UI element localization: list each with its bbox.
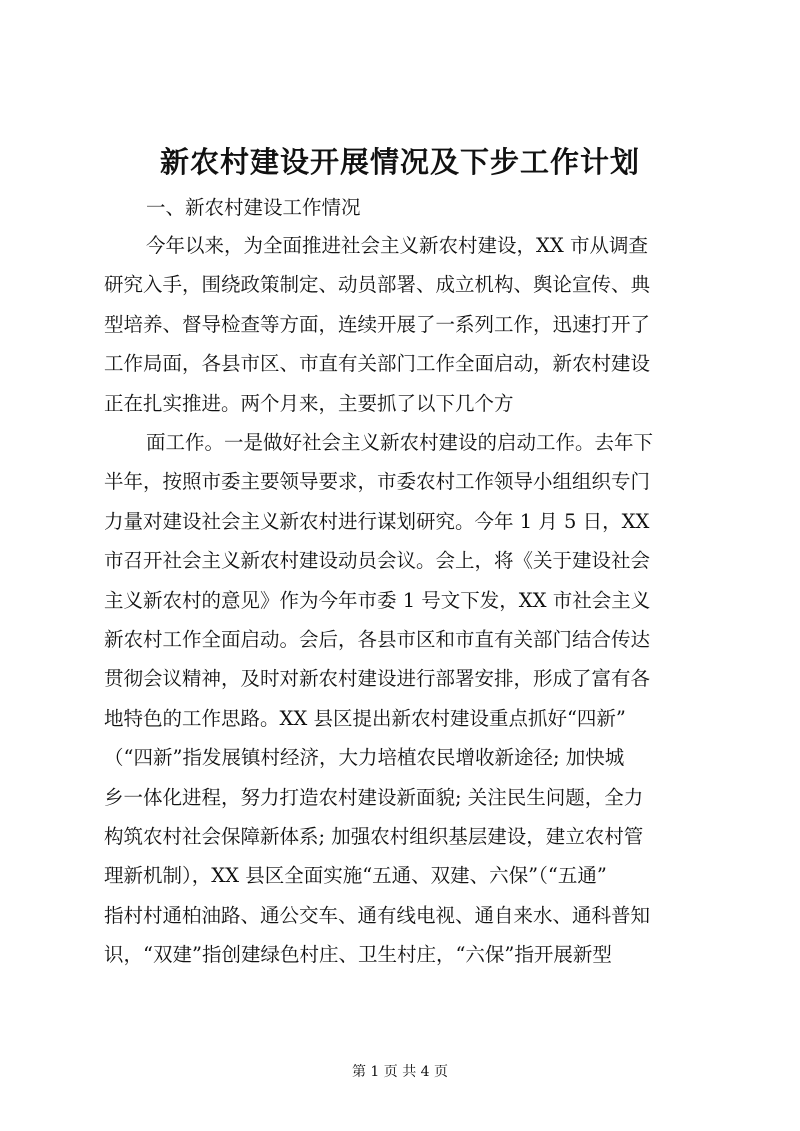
- document-title: 新农村建设开展情况及下步工作计划: [159, 145, 640, 179]
- paragraph-line: 力量对建设社会主义新农村进行谋划研究。今年 1 月 5 日，XX: [104, 509, 650, 533]
- paragraph-2: [104, 423, 704, 974]
- paragraph-line: 指村村通柏油路、通公交车、通有线电视、通自来水、通科普知: [104, 903, 651, 927]
- paragraph-line: 新农村工作全面启动。会后，各县市区和市直有关部门结合传达: [104, 627, 651, 651]
- paragraph-line: 今年以来，为全面推进社会主义新农村建设，XX 市从调查: [146, 234, 648, 257]
- paragraph-line: 面工作。一是做好社会主义新农村建设的启动工作。去年下: [146, 431, 654, 454]
- paragraph-line: 构筑农村社会保障新体系; 加强农村组织基层建设，建立农村管: [104, 824, 644, 848]
- paragraph-line: 半年，按照市委主要领导要求，市委农村工作领导小组组织专门: [104, 470, 651, 494]
- paragraph-line: 贯彻会议精神，及时对新农村建设进行部署安排，形成了富有各: [104, 667, 651, 691]
- paragraph-line: 型培养、督导检查等方面，连续开展了一系列工作，迅速打开了: [104, 312, 651, 336]
- paragraph-line: 工作局面，各县市区、市直有关部门工作全面启动，新农村建设: [104, 352, 651, 376]
- paragraph-line: 市召开社会主义新农村建设动员会议。会上，将《关于建设社会: [104, 549, 651, 573]
- paragraph-line: 主义新农村的意见》作为今年市委 1 号文下发，XX 市社会主义: [104, 588, 651, 612]
- paragraph-line: 乡一体化进程，努力打造农村建设新面貌; 关注民生问题，全力: [104, 785, 644, 809]
- paragraph-line: 理新机制），XX 县区全面实施“五通、双建、六保”（“五通”: [104, 864, 607, 888]
- paragraph-line: 正在扎实推进。两个月来，主要抓了以下几个方: [104, 391, 514, 415]
- paragraph-line: 研究入手，围绕政策制定、动员部署、成立机构、舆论宣传、典: [104, 273, 651, 297]
- paragraph-line: （“四新”指发展镇村经济，大力培植农民增收新途径; 加快城: [104, 746, 625, 770]
- page-number: 第 1 页 共 4 页: [351, 1064, 449, 1080]
- section-heading: 一、新农村建设工作情况: [146, 196, 361, 219]
- paragraph-1: [104, 226, 704, 423]
- paragraph-line: 地特色的工作思路。XX 县区提出新农村建设重点抓好“四新”: [104, 706, 626, 730]
- paragraph-line: 识，“双建”指创建绿色村庄、卫生村庄，“六保”指开展新型: [104, 943, 612, 967]
